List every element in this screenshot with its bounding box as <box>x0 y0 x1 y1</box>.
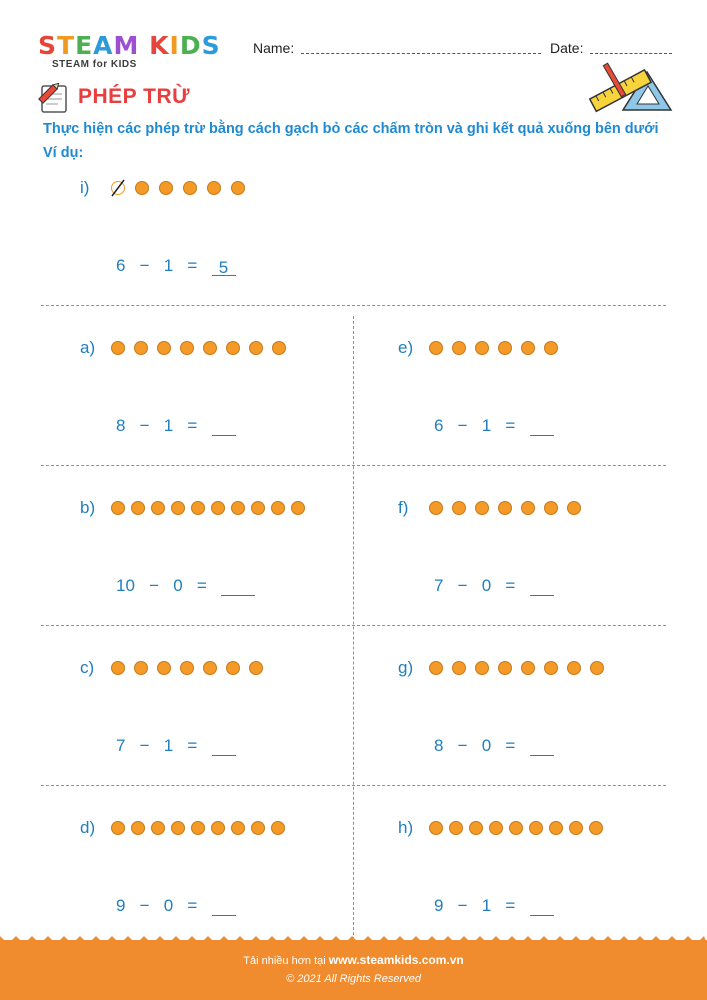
equation <box>116 416 236 436</box>
problem-label: b) <box>80 498 96 517</box>
operand-a: 9 <box>434 896 444 915</box>
dot[interactable] <box>111 821 125 835</box>
dot[interactable] <box>429 501 443 515</box>
operand-b: 1 <box>481 896 492 915</box>
dot-row <box>111 341 286 355</box>
dot[interactable] <box>449 821 463 835</box>
ruler-triangle-icon <box>585 62 675 114</box>
dot[interactable] <box>134 661 148 675</box>
dot[interactable] <box>469 821 483 835</box>
dot[interactable] <box>429 661 443 675</box>
dot[interactable] <box>498 661 512 675</box>
minus-sign: − <box>139 416 150 435</box>
dot[interactable] <box>475 501 489 515</box>
strike-mark <box>109 178 127 198</box>
dot[interactable] <box>135 181 149 195</box>
dot[interactable] <box>429 821 443 835</box>
dot[interactable] <box>111 661 125 675</box>
operand-b: 1 <box>481 416 492 435</box>
dot[interactable] <box>203 341 217 355</box>
logo-letter: K <box>149 31 170 60</box>
dot[interactable] <box>111 501 125 515</box>
operand-a: 10 <box>116 576 135 595</box>
dot-row <box>111 821 285 835</box>
dot-row <box>429 501 581 515</box>
minus-sign: − <box>149 576 160 595</box>
minus-sign: − <box>139 256 150 275</box>
dot[interactable] <box>191 821 205 835</box>
dot[interactable] <box>251 821 265 835</box>
footer-download <box>0 953 707 967</box>
equals-sign: = <box>187 896 198 915</box>
logo-letter: D <box>179 31 202 60</box>
equals-sign: = <box>505 896 516 915</box>
dot[interactable] <box>544 341 558 355</box>
logo-wordmark <box>38 32 221 60</box>
answer-blank[interactable] <box>530 738 554 756</box>
operand-b: 0 <box>173 576 183 595</box>
example-label: Ví dụ: <box>43 145 84 161</box>
logo-letter <box>139 32 149 60</box>
dot[interactable] <box>157 661 171 675</box>
equation <box>434 576 554 596</box>
equals-sign: = <box>505 416 516 435</box>
dot[interactable] <box>475 661 489 675</box>
dot[interactable] <box>151 501 165 515</box>
dot[interactable] <box>521 341 535 355</box>
dot-row <box>111 661 263 675</box>
example-equation <box>116 256 236 276</box>
equals-sign: = <box>187 256 198 275</box>
footer-site-link[interactable]: www.steamkids.com.vn <box>328 953 464 967</box>
divider <box>41 305 666 306</box>
dot[interactable] <box>159 181 173 195</box>
operand-a: 8 <box>116 416 126 435</box>
dot[interactable] <box>429 341 443 355</box>
dot[interactable] <box>211 501 225 515</box>
equation <box>434 416 554 436</box>
dot[interactable] <box>131 821 145 835</box>
date-field[interactable] <box>590 53 672 54</box>
dot[interactable] <box>271 501 285 515</box>
dot[interactable] <box>567 501 581 515</box>
answer-blank[interactable] <box>221 578 255 596</box>
problem-label: e) <box>398 338 414 357</box>
dot[interactable] <box>157 341 171 355</box>
dot[interactable] <box>134 341 148 355</box>
dot[interactable] <box>590 661 604 675</box>
operand-b: 0 <box>481 576 492 595</box>
dot[interactable] <box>452 501 466 515</box>
instruction-text: Thực hiện các phép trừ bằng cách gạch bỏ các chấm tròn và ghi kết quả xuống bên dưới <box>43 121 659 137</box>
dot[interactable] <box>171 501 185 515</box>
operand-b: 1 <box>163 416 174 435</box>
minus-sign: − <box>139 896 150 915</box>
dot[interactable] <box>498 501 512 515</box>
crossed-dot[interactable] <box>111 181 125 195</box>
equals-sign: = <box>187 416 198 435</box>
dot[interactable] <box>452 341 466 355</box>
dot[interactable] <box>521 661 535 675</box>
footer <box>0 940 707 1000</box>
equation <box>434 896 554 916</box>
dot[interactable] <box>203 661 217 675</box>
page-title: PHÉP TRỪ <box>78 85 191 108</box>
minus-sign: − <box>139 736 150 755</box>
logo-subtitle: STEAM for KIDS <box>52 59 137 70</box>
equals-sign: = <box>505 576 516 595</box>
logo-letter: A <box>93 31 114 60</box>
example-problem-label: i) <box>80 178 90 197</box>
operand-a: 9 <box>116 896 126 915</box>
equation <box>116 576 255 596</box>
example-answer: 5 <box>212 258 236 276</box>
dot[interactable] <box>249 341 263 355</box>
dot[interactable] <box>498 341 512 355</box>
dot[interactable] <box>180 661 194 675</box>
problem-label: h) <box>398 818 414 837</box>
dot[interactable] <box>521 501 535 515</box>
footer-more-text: Tải nhiều hơn tại <box>243 955 326 967</box>
dot-row <box>111 501 305 515</box>
operand-a: 7 <box>434 576 444 595</box>
dot[interactable] <box>475 341 489 355</box>
answer-blank[interactable] <box>530 578 554 596</box>
equation <box>116 736 236 756</box>
dot[interactable] <box>211 821 225 835</box>
footer-copyright: © 2021 All Rights Reserved <box>286 973 421 985</box>
operand-a: 6 <box>434 416 444 435</box>
name-field[interactable] <box>301 53 541 54</box>
minus-sign: − <box>457 416 468 435</box>
answer-blank[interactable] <box>530 898 554 916</box>
dot[interactable] <box>489 821 503 835</box>
problem-label: a) <box>80 338 96 357</box>
steam-kids-logo <box>38 32 238 72</box>
logo-letter: I <box>169 31 180 60</box>
dot[interactable] <box>183 181 197 195</box>
dot[interactable] <box>544 501 558 515</box>
dot[interactable] <box>291 501 305 515</box>
dot[interactable] <box>529 821 543 835</box>
dot-row <box>429 821 603 835</box>
operand-a: 7 <box>116 736 126 755</box>
dot[interactable] <box>589 821 603 835</box>
operand-a: 6 <box>116 256 126 275</box>
dot[interactable] <box>171 821 185 835</box>
dot[interactable] <box>226 661 240 675</box>
dot[interactable] <box>207 181 221 195</box>
dot[interactable] <box>151 821 165 835</box>
problem-label: g) <box>398 658 414 677</box>
dot[interactable] <box>111 341 125 355</box>
minus-sign: − <box>457 896 468 915</box>
dot[interactable] <box>231 501 245 515</box>
dot[interactable] <box>272 341 286 355</box>
equals-sign: = <box>196 576 207 595</box>
dot-row <box>429 341 558 355</box>
minus-sign: − <box>457 736 468 755</box>
dot[interactable] <box>569 821 583 835</box>
answer-blank[interactable] <box>212 898 236 916</box>
logo-letter: T <box>57 31 76 60</box>
dot[interactable] <box>567 661 581 675</box>
logo-letter: S <box>201 31 221 60</box>
problem-label: f) <box>398 498 409 517</box>
minus-sign: − <box>457 576 468 595</box>
answer-blank[interactable] <box>530 418 554 436</box>
dot[interactable] <box>191 501 205 515</box>
operand-b: 0 <box>163 896 174 915</box>
dot[interactable] <box>544 661 558 675</box>
problem-label: d) <box>80 818 96 837</box>
answer-blank[interactable] <box>212 738 236 756</box>
name-label: Name: <box>253 40 295 56</box>
dot[interactable] <box>509 821 523 835</box>
dot[interactable] <box>271 821 285 835</box>
operand-a: 8 <box>434 736 444 755</box>
dot[interactable] <box>452 661 466 675</box>
dot[interactable] <box>231 181 245 195</box>
logo-letter: M <box>113 31 140 60</box>
dot-row <box>429 661 604 675</box>
problem-label: c) <box>80 658 95 677</box>
equals-sign: = <box>187 736 198 755</box>
date-label: Date: <box>550 40 584 56</box>
equation <box>116 896 236 916</box>
equation <box>434 736 554 756</box>
operand-b: 0 <box>481 736 492 755</box>
answer-blank[interactable] <box>212 418 236 436</box>
column-divider <box>353 316 354 940</box>
dot[interactable] <box>549 821 563 835</box>
pencil-paper-icon <box>36 82 70 114</box>
dot[interactable] <box>249 661 263 675</box>
dot[interactable] <box>251 501 265 515</box>
equals-sign: = <box>505 736 516 755</box>
operand-b: 1 <box>163 736 174 755</box>
dot[interactable] <box>231 821 245 835</box>
dot[interactable] <box>131 501 145 515</box>
dot[interactable] <box>226 341 240 355</box>
logo-letter: E <box>75 31 94 60</box>
dot[interactable] <box>180 341 194 355</box>
example-dot-row <box>111 181 245 195</box>
logo-letter: S <box>38 31 58 60</box>
operand-b: 1 <box>163 256 174 275</box>
